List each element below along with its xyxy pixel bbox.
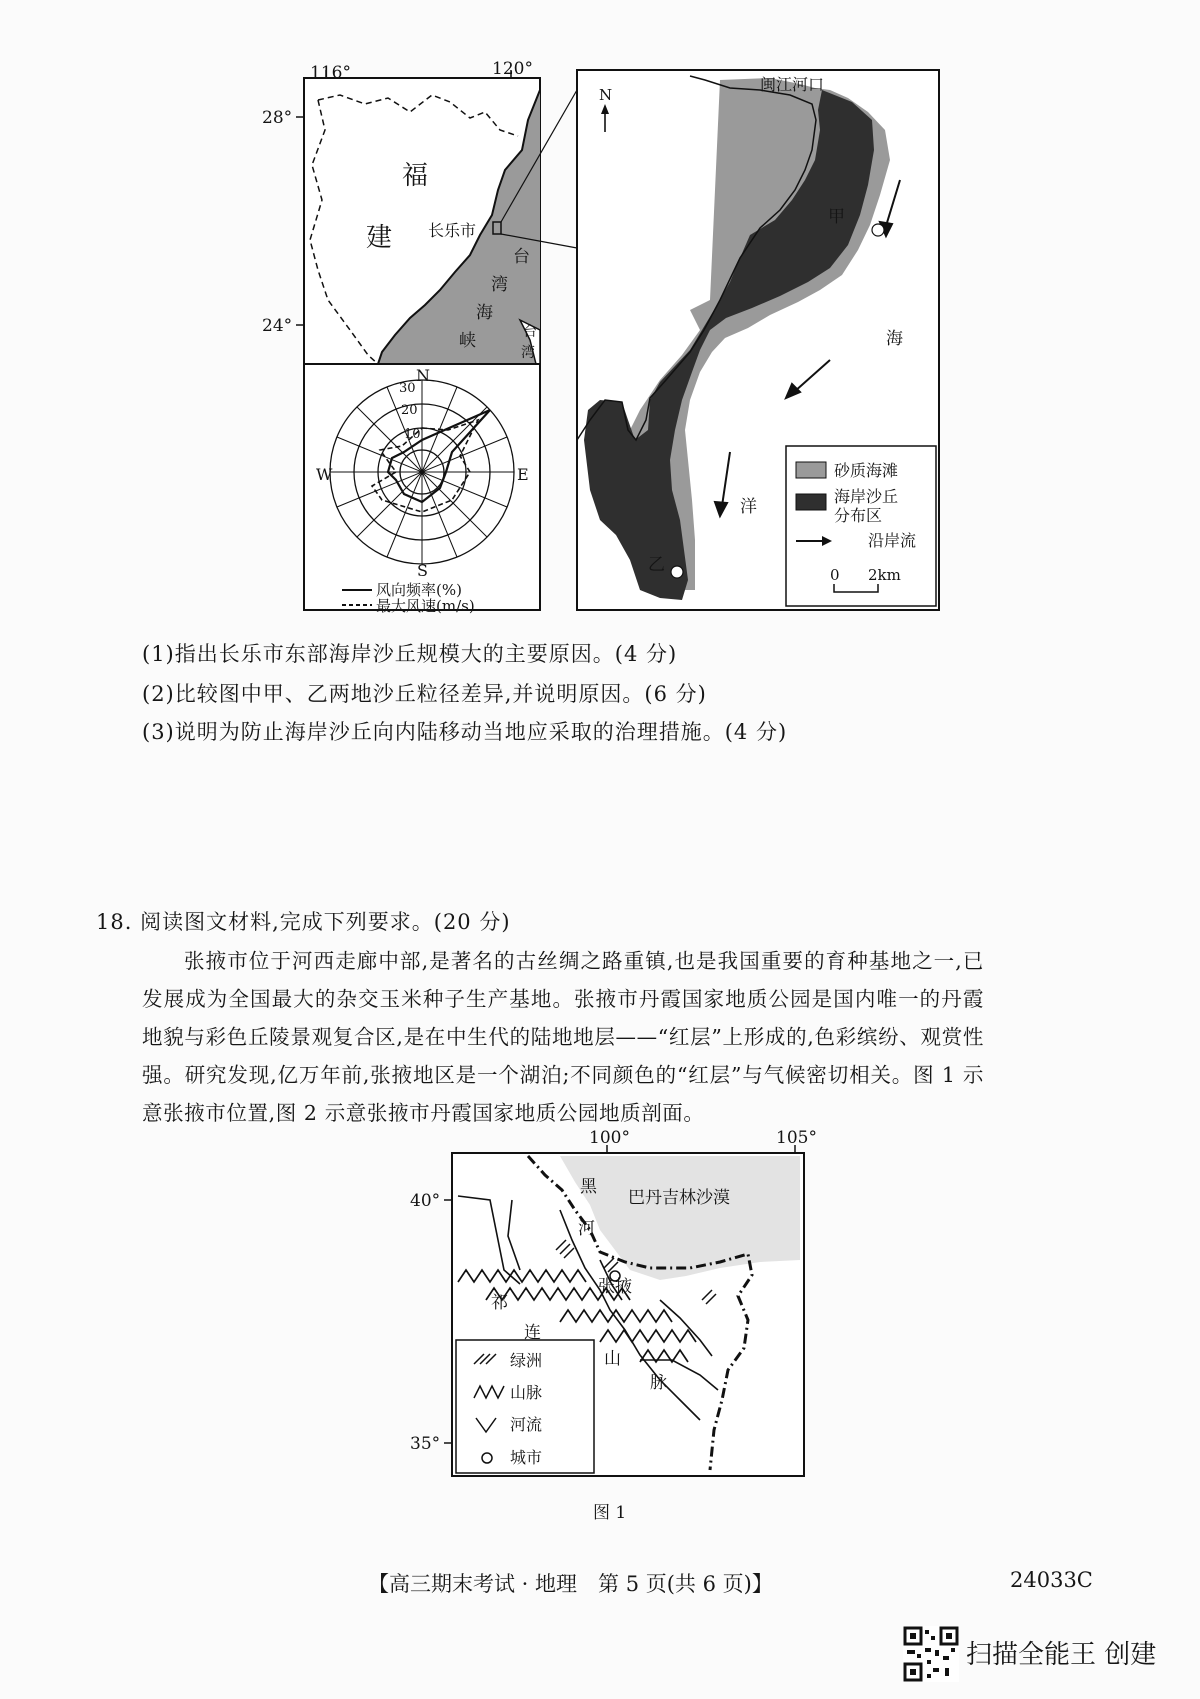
figure-1-caption: 图 1 xyxy=(593,1503,627,1523)
point-a-label: 甲 xyxy=(828,207,845,227)
river-char-1: 黑 xyxy=(580,1177,597,1197)
strait-char-1: 台 xyxy=(513,247,530,267)
ocean-char-1: 海 xyxy=(886,329,903,349)
strait-char-3: 海 xyxy=(476,303,493,323)
island-char-1: 台 xyxy=(523,324,537,340)
point-b-label: 乙 xyxy=(648,555,665,575)
lat-label-40: 40° xyxy=(410,1191,441,1211)
legend-river: 河流 xyxy=(510,1415,543,1434)
lon-label-120: 120° xyxy=(492,59,533,79)
compass-n: N xyxy=(416,366,430,385)
legend-sandy-beach: 砂质海滩 xyxy=(834,461,899,480)
lon-label-105: 105° xyxy=(776,1128,817,1148)
qr-code-icon xyxy=(903,1626,959,1682)
province-char-2: 建 xyxy=(366,223,393,253)
desert-label: 巴丹吉林沙漠 xyxy=(628,1188,730,1208)
figure-1-labels xyxy=(0,1120,1200,1540)
figure-17-labels xyxy=(0,0,1200,640)
question-17-1: (1)指出长乐市东部海岸沙丘规模大的主要原因。(4 分) xyxy=(142,642,678,666)
legend-frequency: 风向频率(%) xyxy=(376,581,462,599)
scale-2km: 2km xyxy=(868,566,901,584)
north-label: N xyxy=(599,86,613,104)
province-char-1: 福 xyxy=(402,161,429,191)
river-mouth-label: 闽江河口 xyxy=(760,75,825,94)
compass-s: S xyxy=(417,561,428,580)
exam-code: 24033C xyxy=(1010,1568,1093,1592)
range-char-3: 山 xyxy=(604,1349,621,1369)
watermark-text: 扫描全能王 创建 xyxy=(966,1640,1157,1670)
city-label-zhangye: 张掖 xyxy=(598,1277,632,1297)
ocean-char-2: 洋 xyxy=(740,497,757,517)
range-char-1: 祁 xyxy=(491,1293,508,1313)
question-18-paragraph: 张掖市位于河西走廊中部,是著名的古丝绸之路重镇,也是我国重要的育种基地之一,已发展成为全国最大的杂交玉米种子生产基地。张掖市丹霞国家地质公园是国内唯一的丹霞地貌与彩色丘陵景观复合区,是在中生代的陆地地层——“红层”上形成的,色彩缤纷、观赏性强。研究发现,亿万年前,张掖地区是一个湖泊;不同颜色的“红层”与气候密切相关。图 1 示意张掖市位置,图 2 示意张掖市丹霞国家地质公园地质剖面。 xyxy=(142,949,984,1125)
legend-dune: 海岸沙丘 xyxy=(834,487,899,506)
question-18-title: 18. 阅读图文材料,完成下列要求。(20 分) xyxy=(96,910,511,934)
ring-label-10: 10 xyxy=(404,427,421,442)
ring-label-30: 30 xyxy=(399,381,416,396)
legend-city: 城市 xyxy=(510,1448,543,1467)
legend-current: 沿岸流 xyxy=(868,531,917,550)
legend-mountain: 山脉 xyxy=(510,1383,543,1402)
page-footer-title: 【高三期末考试 · 地理 第 5 页(共 6 页)】 xyxy=(368,1572,773,1596)
question-17-3: (3)说明为防止海岸沙丘向内陆移动当地应采取的治理措施。(4 分) xyxy=(142,720,788,744)
range-char-2: 连 xyxy=(524,1323,541,1343)
range-char-4: 脉 xyxy=(650,1373,667,1393)
lon-label-116: 116° xyxy=(310,63,351,83)
question-17-2: (2)比较图中甲、乙两地沙丘粒径差异,并说明原因。(6 分) xyxy=(142,682,707,706)
strait-char-4: 峡 xyxy=(459,331,476,351)
lat-label-35: 35° xyxy=(410,1434,441,1454)
compass-e: E xyxy=(517,465,529,484)
legend-dune-area: 分布区 xyxy=(834,506,883,525)
legend-max-speed: 最大风速(m/s) xyxy=(376,597,475,615)
compass-w: W xyxy=(316,465,333,484)
river-char-2: 河 xyxy=(578,1219,595,1239)
lat-label-28: 28° xyxy=(262,108,293,128)
island-char-2: 湾 xyxy=(521,345,535,361)
city-label-changle: 长乐市 xyxy=(428,221,477,240)
lat-label-24: 24° xyxy=(262,316,293,336)
strait-char-2: 湾 xyxy=(491,275,508,295)
scale-zero: 0 xyxy=(830,566,840,584)
ring-label-20: 20 xyxy=(401,403,418,418)
legend-oasis: 绿洲 xyxy=(510,1351,543,1370)
lon-label-100: 100° xyxy=(589,1128,630,1148)
